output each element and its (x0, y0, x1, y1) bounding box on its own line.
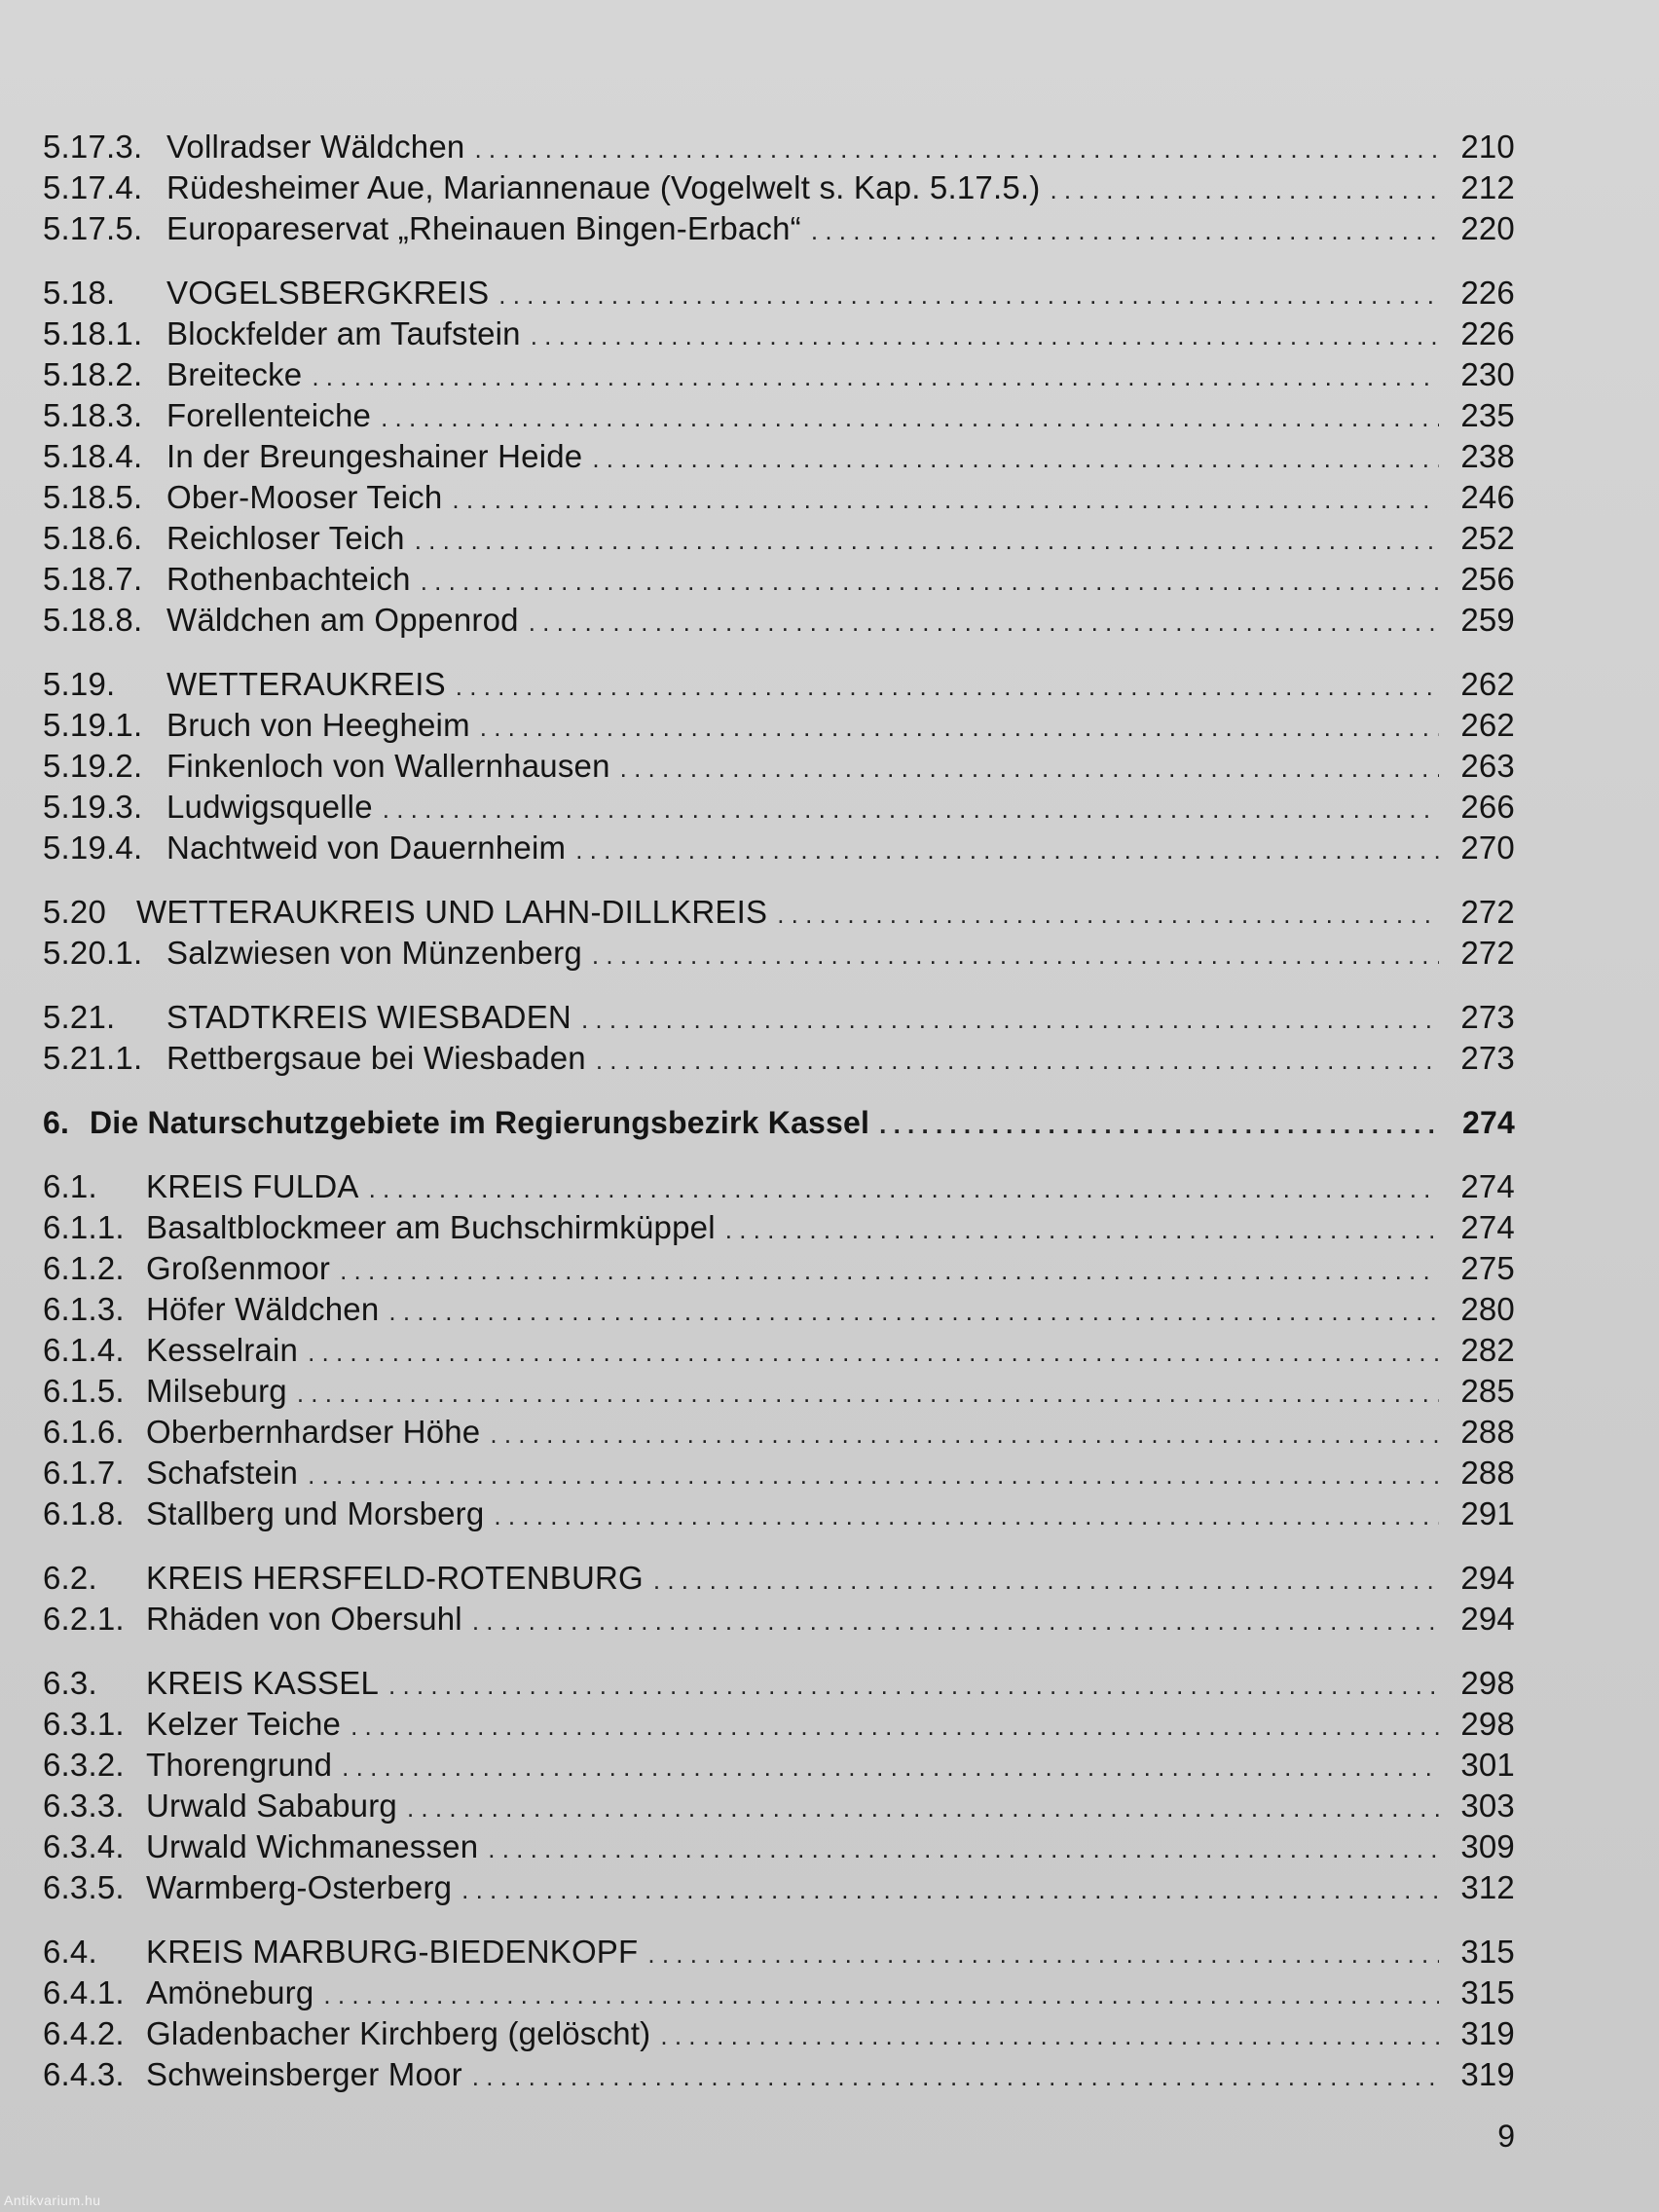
toc-entry-number: 5.18.3. (43, 397, 143, 433)
dot-leader (421, 561, 1439, 602)
toc-entry (43, 2054, 1515, 2095)
toc-section (43, 127, 1515, 249)
dot-leader (531, 315, 1439, 356)
toc-entry-title: WETTERAUKREIS UND LAHN-DILLKREIS (136, 894, 768, 930)
toc-entry (43, 933, 1515, 974)
toc-entry-number: 5.19.3. (43, 789, 143, 825)
dot-leader (490, 1414, 1439, 1455)
toc-entry (43, 1745, 1515, 1786)
toc-entry-number: 5.21.1. (43, 1040, 143, 1076)
toc-entry-page: 282 (1460, 1332, 1515, 1368)
toc-entry-page: 294 (1460, 1601, 1515, 1637)
dot-leader (297, 1373, 1439, 1414)
toc-entry-page: 259 (1460, 602, 1515, 638)
toc-entry-page: 274 (1460, 1168, 1515, 1204)
toc-entry-number: 6.2.1. (43, 1601, 125, 1637)
toc-entry-page: 315 (1460, 1974, 1515, 2010)
toc-entry-page: 272 (1460, 894, 1515, 930)
toc-entry-number: 6.1.5. (43, 1373, 125, 1409)
dot-leader (472, 1601, 1439, 1641)
toc-entry-page: 298 (1460, 1706, 1515, 1742)
dot-leader (1050, 169, 1439, 210)
toc-entry-number: 6.3.2. (43, 1747, 125, 1783)
toc-entry-number: 6.1.4. (43, 1332, 125, 1368)
toc-entry-page: 315 (1460, 1934, 1515, 1970)
toc-entry-title: KREIS KASSEL (146, 1665, 380, 1701)
dot-leader (388, 1291, 1439, 1332)
toc-entry-number: 5.21. (43, 999, 116, 1035)
toc-entry-number: 6.3.1. (43, 1706, 125, 1742)
toc-entry-title: Nachtweid von Dauernheim (166, 830, 567, 866)
dot-leader (620, 748, 1439, 789)
toc-entry-number: 5.18.7. (43, 561, 143, 597)
toc-entry-page: 312 (1460, 1869, 1515, 1905)
toc-entry-title: Blockfelder am Taufstein (166, 315, 521, 351)
toc-entry (43, 127, 1515, 167)
toc-section (43, 1932, 1515, 2095)
toc-entry-page: 288 (1460, 1414, 1515, 1450)
toc-entry-page: 291 (1460, 1495, 1515, 1531)
toc-section (43, 664, 1515, 868)
toc-entry-page: 263 (1460, 748, 1515, 784)
toc-entry (43, 1704, 1515, 1745)
toc-entry-number: 6.1.1. (43, 1209, 125, 1245)
dot-leader (340, 1250, 1439, 1291)
toc-entry-page: 274 (1460, 1209, 1515, 1245)
toc-entry-number: 6.1.6. (43, 1414, 125, 1450)
toc-entry-page: 230 (1460, 356, 1515, 392)
toc-entry (43, 1867, 1515, 1908)
toc-entry-title: Stallberg und Morsberg (146, 1495, 485, 1531)
dot-leader (415, 520, 1439, 561)
toc-entry-number: 5.18.2. (43, 356, 143, 392)
toc-entry (43, 436, 1515, 477)
dot-leader (388, 1665, 1439, 1706)
toc-entry-title: KREIS FULDA (146, 1168, 359, 1204)
dot-leader (725, 1209, 1439, 1250)
toc-entry-number: 5.19.4. (43, 830, 143, 866)
toc-entry-page: 309 (1460, 1828, 1515, 1864)
toc-entry-number: 6.3.5. (43, 1869, 125, 1905)
toc-entry-title: STADTKREIS WIESBADEN (166, 999, 571, 1035)
toc-entry-page: 273 (1460, 999, 1515, 1035)
toc-section (43, 892, 1515, 974)
toc-entry-number: 5.19.1. (43, 707, 143, 743)
toc-entry-title: Höfer Wäldchen (146, 1291, 380, 1327)
dot-leader (592, 935, 1439, 976)
dot-leader (312, 356, 1439, 397)
toc-entry (43, 1166, 1515, 1207)
toc-entry-number: 5.20.1. (43, 935, 143, 971)
toc-entry-page: 220 (1460, 210, 1515, 246)
dot-leader (575, 830, 1439, 870)
toc-entry-title: Europareservat „Rheinauen Bingen-Erbach“ (166, 210, 801, 246)
dot-leader (369, 1168, 1439, 1209)
toc-entry-title: Vollradser Wäldchen (166, 129, 465, 165)
dot-leader (381, 397, 1439, 438)
toc-entry-page: 238 (1460, 438, 1515, 474)
toc-entry-number: 5.19. (43, 666, 116, 702)
dot-leader (323, 1974, 1439, 2015)
dot-leader (350, 1706, 1439, 1747)
toc-entry-number: 5.18.8. (43, 602, 143, 638)
dot-leader (494, 1495, 1439, 1536)
dot-leader (879, 1104, 1439, 1145)
toc-entry-title: Urwald Sababurg (146, 1788, 397, 1824)
toc-entry-page: 252 (1460, 520, 1515, 556)
toc-entry-number: 6.3.3. (43, 1788, 125, 1824)
toc-entry-number: 6.4. (43, 1934, 97, 1970)
toc-entry-title: KREIS MARBURG-BIEDENKOPF (146, 1934, 639, 1970)
toc-entry-number: 6.4.3. (43, 2056, 125, 2092)
toc-entry-number: 6.1.7. (43, 1455, 125, 1491)
toc-entry-number: 6.1.3. (43, 1291, 125, 1327)
dot-leader (342, 1747, 1439, 1788)
toc-chapter-entry (43, 1102, 1515, 1143)
toc-entry-title: Bruch von Heegheim (166, 707, 470, 743)
toc-entry-number: 5.18.6. (43, 520, 143, 556)
dot-leader (660, 2015, 1439, 2056)
toc-entry (43, 1453, 1515, 1493)
toc-section (43, 273, 1515, 641)
toc-entry-page: 294 (1460, 1560, 1515, 1596)
toc-entry-page: 210 (1460, 129, 1515, 165)
toc-entry-number: 5.17.3. (43, 129, 143, 165)
toc-section (43, 1102, 1515, 1143)
toc-entry-number: 6.4.2. (43, 2015, 125, 2051)
toc-entry-title: VOGELSBERGKREIS (166, 275, 490, 311)
toc-entry (43, 1932, 1515, 1972)
toc-entry (43, 997, 1515, 1038)
toc-entry-page: 285 (1460, 1373, 1515, 1409)
toc-entry-number: 6.2. (43, 1560, 97, 1596)
toc-entry-title: Oberbernhardser Höhe (146, 1414, 481, 1450)
toc-entry (43, 1558, 1515, 1599)
toc-entry-title: Rüdesheimer Aue, Mariannenaue (Vogelwelt s. Kap. 5.17.5.) (166, 169, 1041, 205)
toc-entry-page: 226 (1460, 275, 1515, 311)
toc-entry-title: Rothenbachteich (166, 561, 411, 597)
toc-entry (43, 1038, 1515, 1079)
dot-leader (647, 1934, 1439, 1974)
toc-entry-number: 6. (43, 1105, 70, 1140)
toc-entry-page: 256 (1460, 561, 1515, 597)
toc-section (43, 1166, 1515, 1534)
toc-entry-number: 6.1.8. (43, 1495, 125, 1531)
toc-entry-number: 5.20 (43, 894, 107, 930)
toc-entry-number: 5.18.4. (43, 438, 143, 474)
toc-entry-title: Rhäden von Obersuhl (146, 1601, 462, 1637)
toc-entry-title: Amöneburg (146, 1974, 314, 2010)
toc-entry-page: 319 (1460, 2056, 1515, 2092)
toc-entry-title: Kelzer Teiche (146, 1706, 342, 1742)
dot-leader (407, 1788, 1439, 1828)
page-number: 9 (1497, 2119, 1515, 2154)
toc-entry-page: 274 (1462, 1105, 1515, 1140)
toc-entry-title: Thorengrund (146, 1747, 333, 1783)
toc-entry (43, 2013, 1515, 2054)
toc-entry-title: Wäldchen am Oppenrod (166, 602, 519, 638)
toc-entry-title: Basaltblockmeer am Buchschirmküppel (146, 1209, 716, 1245)
toc-entry (43, 664, 1515, 705)
toc-entry-page: 212 (1460, 169, 1515, 205)
toc-entry (43, 828, 1515, 868)
toc-entry (43, 167, 1515, 208)
toc-entry (43, 892, 1515, 933)
toc-entry-title: KREIS HERSFELD-ROTENBURG (146, 1560, 644, 1596)
toc-entry (43, 1248, 1515, 1289)
toc-entry-title: WETTERAUKREIS (166, 666, 446, 702)
toc-entry-number: 6.4.1. (43, 1974, 125, 2010)
toc-entry (43, 559, 1515, 600)
toc-entry (43, 395, 1515, 436)
toc-entry-title: Warmberg-Osterberg (146, 1869, 453, 1905)
toc-entry-title: Schweinsberger Moor (146, 2056, 462, 2092)
toc-entry (43, 1289, 1515, 1330)
toc-entry-page: 275 (1460, 1250, 1515, 1286)
toc-entry-page: 226 (1460, 315, 1515, 351)
dot-leader (592, 438, 1439, 479)
toc-entry-title: Urwald Wichmanessen (146, 1828, 479, 1864)
toc-entry-title: Ober-Mooser Teich (166, 479, 443, 515)
toc-entry (43, 600, 1515, 641)
dot-leader (308, 1455, 1439, 1495)
toc-entry (43, 705, 1515, 746)
dot-leader (474, 129, 1439, 169)
dot-leader (653, 1560, 1439, 1601)
toc-entry-title: Milseburg (146, 1373, 287, 1409)
toc-entry-number: 6.1.2. (43, 1250, 125, 1286)
toc-entry-number: 5.19.2. (43, 748, 143, 784)
toc-entry-page: 262 (1460, 707, 1515, 743)
toc-entry-page: 319 (1460, 2015, 1515, 2051)
toc-entry-number: 5.18. (43, 275, 116, 311)
dot-leader (581, 999, 1439, 1040)
toc-section (43, 1663, 1515, 1908)
toc-entry (43, 1826, 1515, 1867)
toc-entry-page: 288 (1460, 1455, 1515, 1491)
toc-entry-page: 272 (1460, 935, 1515, 971)
toc-entry-number: 5.17.4. (43, 169, 143, 205)
dot-leader (383, 789, 1439, 830)
toc-entry-number: 5.18.1. (43, 315, 143, 351)
toc-entry (43, 1412, 1515, 1453)
toc-entry-page: 246 (1460, 479, 1515, 515)
toc-entry (43, 1371, 1515, 1412)
toc-entry (43, 1786, 1515, 1826)
dot-leader (480, 707, 1439, 748)
toc-entry-title: Salzwiesen von Münzenberg (166, 935, 582, 971)
dot-leader (472, 2056, 1439, 2097)
toc-entry-number: 6.1. (43, 1168, 97, 1204)
toc-entry-number: 6.3.4. (43, 1828, 125, 1864)
toc-entry (43, 1493, 1515, 1534)
toc-entry-title: Die Naturschutzgebiete im Regierungsbezirk Kassel (90, 1105, 870, 1140)
toc-entry (43, 1972, 1515, 2013)
toc-entry-page: 266 (1460, 789, 1515, 825)
toc-entry-page: 303 (1460, 1788, 1515, 1824)
dot-leader (498, 275, 1439, 315)
toc-entry (43, 518, 1515, 559)
toc-entry-title: Schafstein (146, 1455, 299, 1491)
toc-section (43, 1558, 1515, 1640)
toc-entry-title: Kesselrain (146, 1332, 299, 1368)
watermark: Antikvarium.hu (4, 2193, 101, 2208)
dot-leader (596, 1040, 1439, 1081)
toc-entry-title: Gladenbacher Kirchberg (gelöscht) (146, 2015, 651, 2051)
dot-leader (452, 479, 1439, 520)
toc-entry (43, 746, 1515, 787)
toc-entry (43, 1663, 1515, 1704)
toc-entry-number: 6.3. (43, 1665, 97, 1701)
toc-entry (43, 273, 1515, 313)
toc-entry-title: Reichloser Teich (166, 520, 405, 556)
dot-leader (461, 1869, 1439, 1910)
toc-entry (43, 208, 1515, 249)
toc-entry-title: Großenmoor (146, 1250, 331, 1286)
toc-entry-title: In der Breungeshainer Heide (166, 438, 583, 474)
toc-entry-title: Ludwigsquelle (166, 789, 373, 825)
toc-entry-page: 280 (1460, 1291, 1515, 1327)
toc-section (43, 997, 1515, 1079)
dot-leader (308, 1332, 1439, 1373)
dot-leader (811, 210, 1439, 251)
toc-entry-page: 273 (1460, 1040, 1515, 1076)
toc-entry-page: 270 (1460, 830, 1515, 866)
dot-leader (456, 666, 1439, 707)
toc-entry-title: Forellenteiche (166, 397, 372, 433)
toc-entry-number: 5.18.5. (43, 479, 143, 515)
toc-entry (43, 313, 1515, 354)
toc-entry-page: 262 (1460, 666, 1515, 702)
toc-entry (43, 787, 1515, 828)
dot-leader (777, 894, 1439, 935)
toc-entry-title: Finkenloch von Wallernhausen (166, 748, 610, 784)
dot-leader (488, 1828, 1439, 1869)
toc-entry (43, 1330, 1515, 1371)
toc-entry-title: Breitecke (166, 356, 303, 392)
toc-entry-page: 298 (1460, 1665, 1515, 1701)
table-of-contents (43, 127, 1515, 2119)
toc-entry-page: 235 (1460, 397, 1515, 433)
toc-entry (43, 1207, 1515, 1248)
dot-leader (529, 602, 1439, 643)
toc-entry-number: 5.17.5. (43, 210, 143, 246)
toc-entry (43, 1599, 1515, 1640)
toc-entry (43, 477, 1515, 518)
toc-entry-page: 301 (1460, 1747, 1515, 1783)
toc-entry-title: Rettbergsaue bei Wiesbaden (166, 1040, 586, 1076)
toc-entry (43, 354, 1515, 395)
